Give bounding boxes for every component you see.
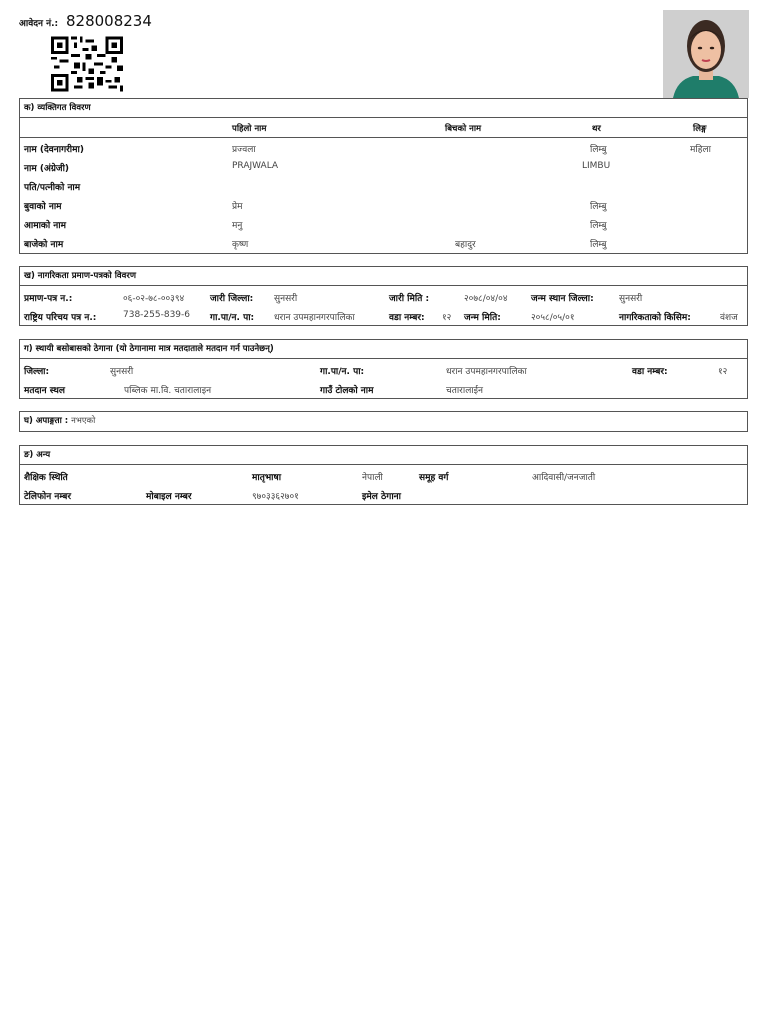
dob-label: जन्म मिति: — [464, 313, 501, 323]
municipality: धरान उपमहानगरपालिका — [274, 313, 355, 323]
row-label: नाम (देवनागरीमा) — [24, 145, 84, 155]
section-a-header — [19, 98, 748, 118]
section-e-title: ङ) अन्य — [24, 450, 51, 460]
group: आदिवासी/जनजाती — [532, 473, 596, 483]
application-no: 828008234 — [66, 12, 152, 30]
nid-label: राष्ट्रिय परिचय पत्र न.: — [24, 313, 97, 323]
ward-label: वडा नम्बर: — [389, 313, 425, 323]
disability-label: घ) अपाङ्गता : — [24, 416, 69, 426]
application-no-label: आवेदन नं.: — [19, 19, 59, 29]
mother-tongue: नेपाली — [362, 473, 383, 483]
mother-tongue-label: मातृभाषा — [252, 473, 282, 483]
row-label: नाम (अंग्रेजी) — [24, 164, 70, 174]
ward: १२ — [442, 313, 452, 323]
citizenship-type-label: नागरिकताको किसिम: — [619, 313, 691, 323]
cert-no-label: प्रमाण-पत्र न.: — [24, 294, 73, 304]
row-last: लिम्बु — [590, 221, 607, 231]
polling-label: मतदान स्थल — [24, 386, 65, 396]
email-label: इमेल ठेगाना — [362, 492, 401, 502]
qr-code-icon — [51, 36, 123, 92]
row-last: LIMBU — [582, 161, 611, 171]
section-c-title: ग) स्थायी बसोबासको ठेगाना (यो ठेगानामा मात्र मतदाताले मतदान गर्न पाउनेछन्) — [24, 344, 274, 354]
citizenship-type: वंशज — [720, 313, 738, 323]
c-municipality: धरान उपमहानगरपालिका — [446, 367, 527, 377]
issue-date: २०७८/०४/०४ — [464, 294, 508, 304]
issue-date-label: जारी मिति : — [389, 294, 430, 304]
mobile: ९७०३३६२७०१ — [252, 492, 299, 502]
section-b-header — [19, 266, 748, 286]
section-c-header — [19, 339, 748, 359]
row-first: प्रज्वला — [232, 145, 256, 155]
row-gender: महिला — [690, 145, 711, 155]
row-first: मनु — [232, 221, 243, 231]
row-last: लिम्बु — [590, 145, 607, 155]
dob: २०५८/०५/०१ — [531, 313, 575, 323]
section-a-header-divider — [19, 137, 748, 138]
c-municipality-label: गा.पा/न. पा: — [320, 367, 365, 377]
polling: पब्लिक मा.वि. चतारालाइन — [124, 386, 212, 396]
row-first: प्रेम — [232, 202, 243, 212]
birth-district: सुनसरी — [619, 294, 643, 304]
municipality-label: गा.पा/न. पा: — [210, 313, 255, 323]
section-a-title: क) व्यक्तिगत विवरण — [24, 103, 91, 113]
c-ward-label: वडा नम्बर: — [632, 367, 668, 377]
section-e-header — [19, 445, 748, 465]
section-b-title: ख) नागरिकता प्रमाण-पत्रको विवरण — [24, 271, 136, 281]
applicant-photo — [663, 10, 749, 98]
group-label: समूह वर्ग — [419, 473, 449, 483]
row-last: लिम्बु — [590, 202, 607, 212]
district: सुनसरी — [110, 367, 134, 377]
row-label: पति/पत्नीको नाम — [24, 183, 81, 193]
education-label: शैक्षिक स्थिति — [24, 473, 68, 483]
col-middle-name: बिचको नाम — [445, 124, 482, 134]
section-d-header — [19, 411, 748, 432]
row-label: बुवाको नाम — [24, 202, 62, 212]
issue-district: सुनसरी — [274, 294, 298, 304]
issue-district-label: जारी जिल्ला: — [210, 294, 254, 304]
row-first: कृष्ण — [232, 240, 249, 250]
row-label: आमाको नाम — [24, 221, 66, 231]
cert-no: ०६-०२-७८-००३९४ — [123, 294, 185, 304]
col-first-name: पहिलो नाम — [232, 124, 267, 134]
row-last: लिम्बु — [590, 240, 607, 250]
tole-label: गाउँ टोलको नाम — [320, 386, 374, 396]
col-gender: लिङ्ग — [693, 124, 707, 134]
disability-value: नभएको — [71, 416, 96, 426]
mobile-label: मोबाइल नम्बर — [146, 492, 192, 502]
row-middle: बहादुर — [455, 240, 476, 250]
birth-district-label: जन्म स्थान जिल्ला: — [531, 294, 594, 304]
nid: 738-255-839-6 — [123, 310, 191, 320]
district-label: जिल्ला: — [24, 367, 50, 377]
row-first: PRAJWALA — [232, 161, 279, 171]
tole: चतारालाईन — [446, 386, 484, 396]
phone-label: टेलिफोन नम्बर — [24, 492, 72, 502]
c-ward: १२ — [718, 367, 728, 377]
col-last-name: थर — [592, 124, 601, 134]
row-label: बाजेको नाम — [24, 240, 64, 250]
